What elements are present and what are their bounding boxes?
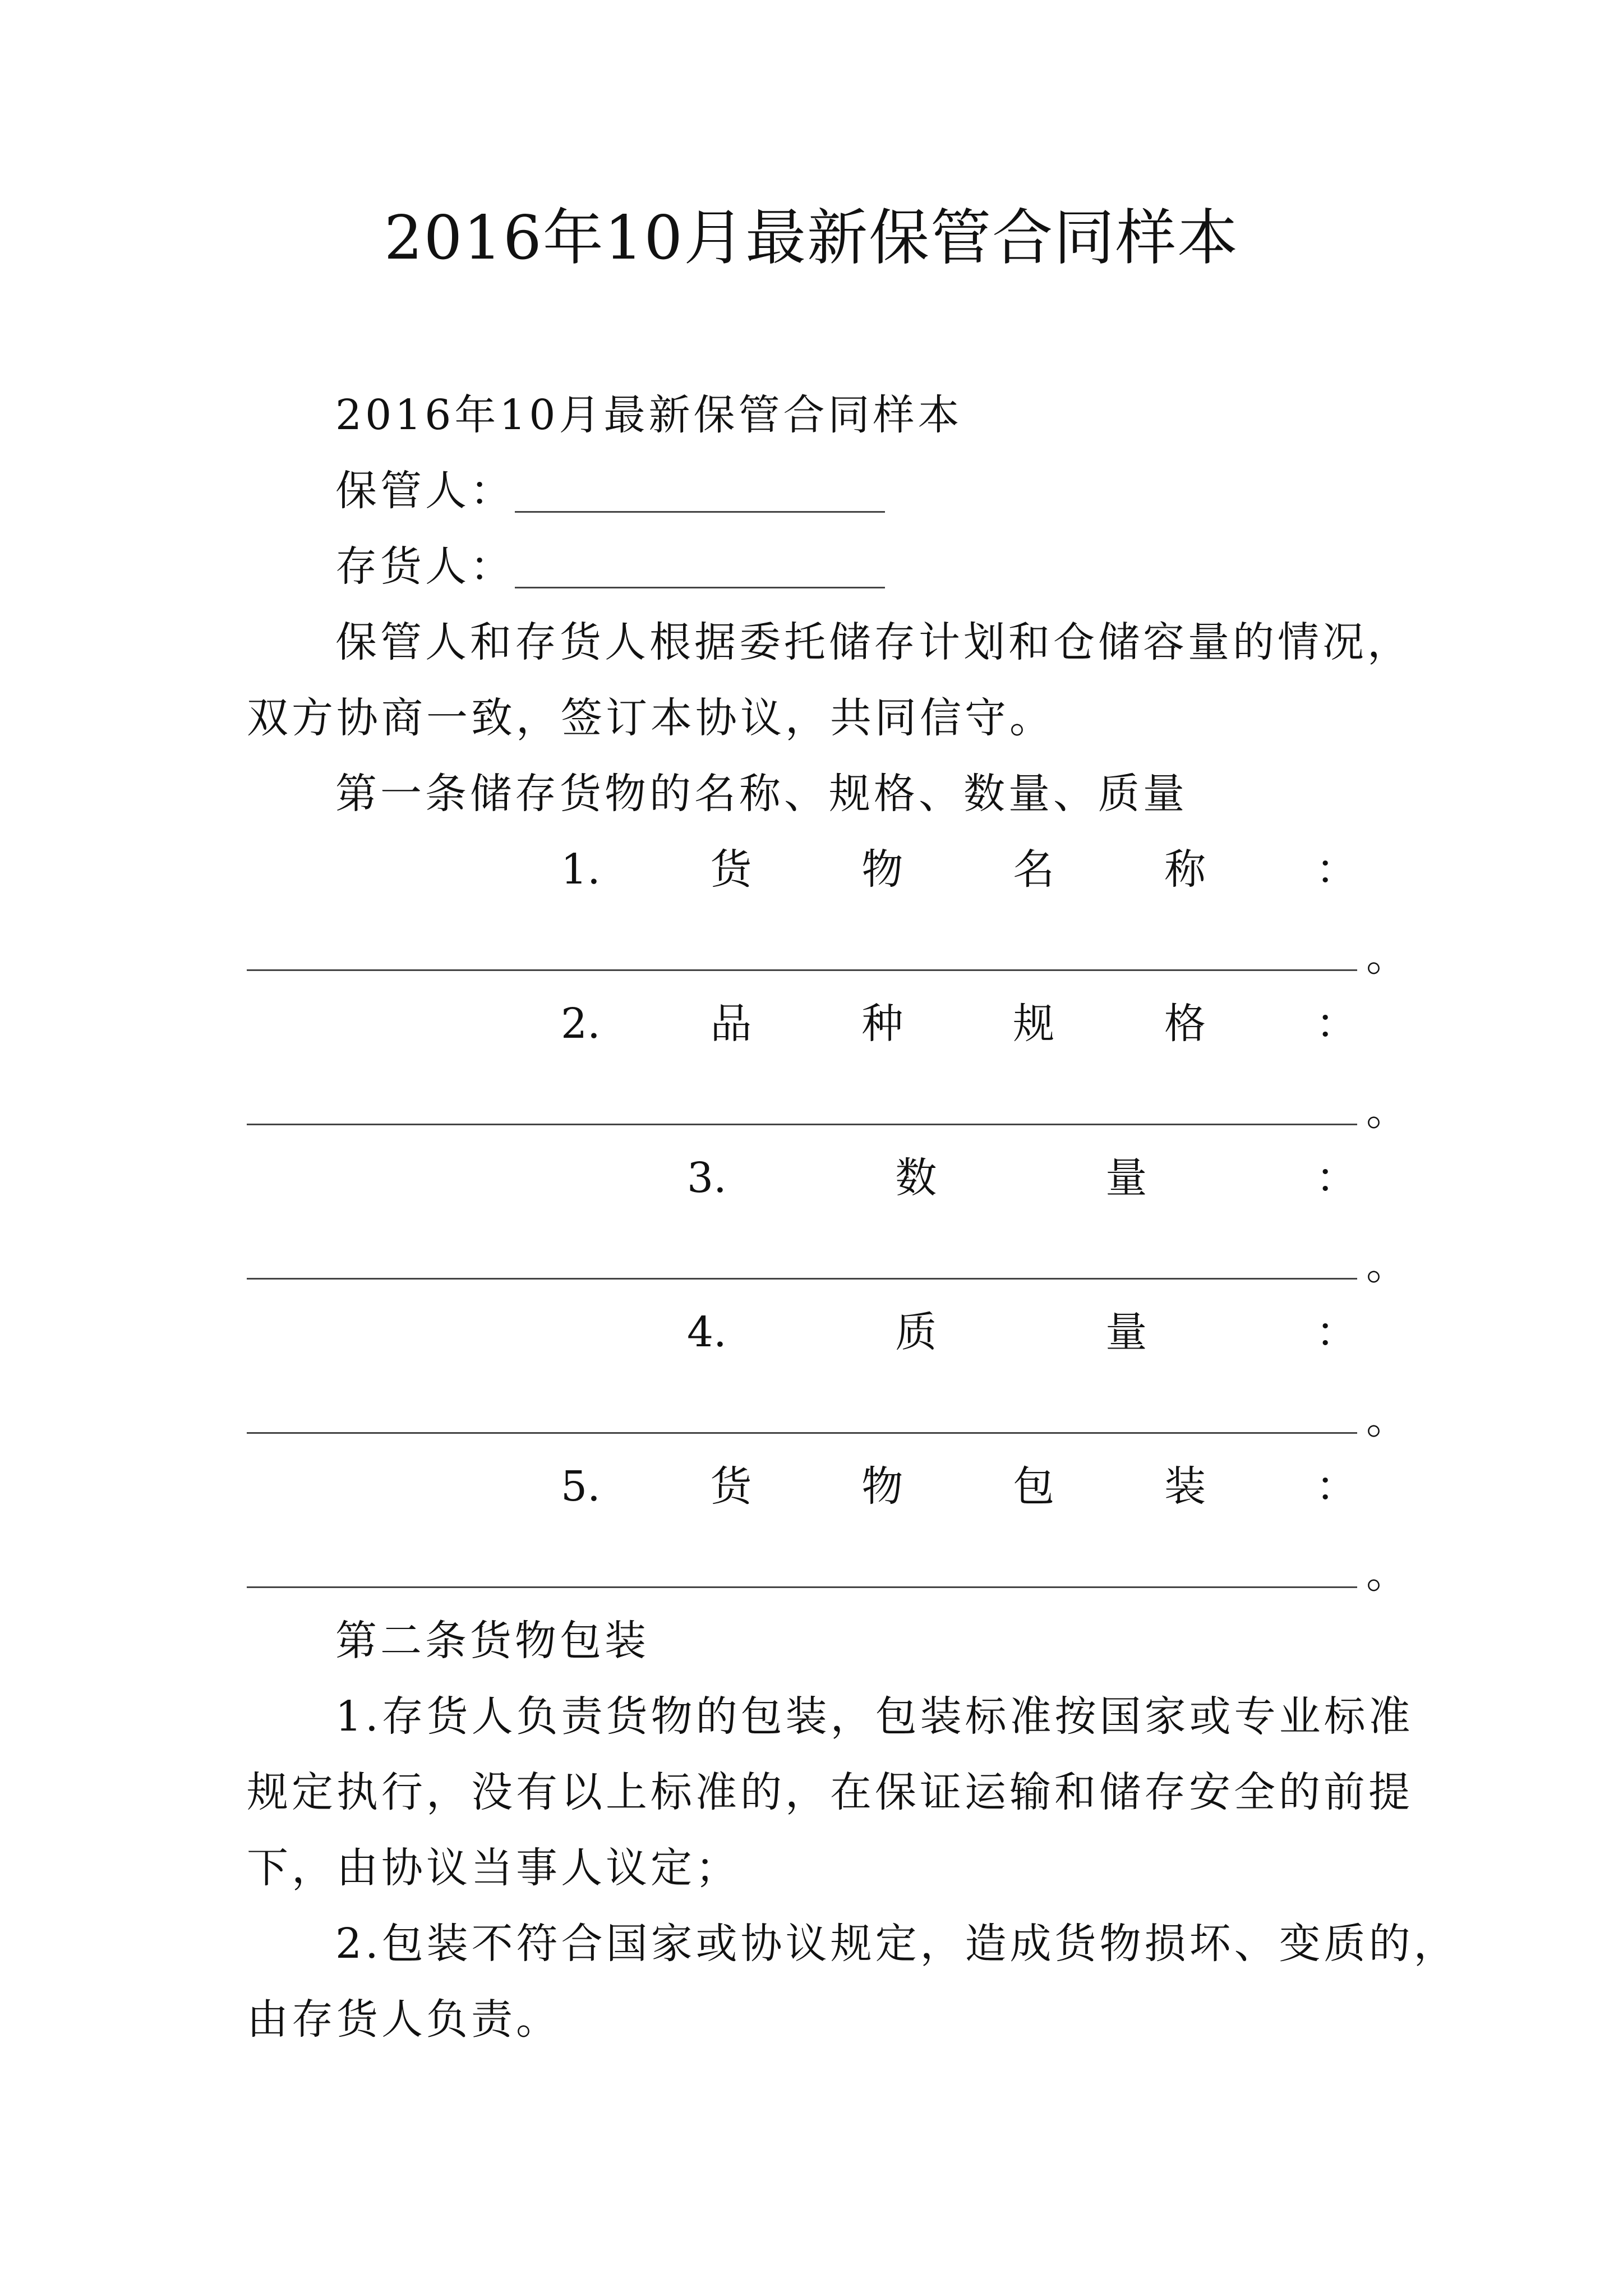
depositor-blank[interactable] (515, 553, 885, 588)
item-5-char: 物 (861, 1462, 903, 1511)
item-1-period: 。 (1366, 932, 1408, 981)
item-3-char: 数 (895, 1154, 937, 1202)
article2-p1-line3: 下，由协议当事人议定； (247, 1844, 740, 1892)
item-1-char: 货 (710, 845, 752, 894)
item-5-number: 5. (561, 1462, 601, 1511)
item-3-period: 。 (1366, 1241, 1408, 1289)
item-2-char: 品 (710, 1000, 752, 1048)
item-3-char: 量 (1105, 1154, 1147, 1202)
article2-p2-line1: 2.包装不符合国家或协议规定，造成货物损坏、变质的， (335, 1920, 1459, 1968)
article2-p2-line2: 由存货人负责。 (247, 1995, 561, 2044)
item-2-char: 种 (861, 1000, 903, 1048)
item-5-colon: ： (1315, 1462, 1357, 1511)
item-4-label (687, 1304, 1357, 1360)
item-4-char: 量 (1105, 1308, 1147, 1356)
item-5-char: 包 (1013, 1462, 1055, 1511)
item-4-char: 质 (895, 1308, 937, 1356)
intro-line-2: 双方协商一致，签订本协议，共同信守。 (247, 694, 1054, 742)
item-5-label (561, 1458, 1357, 1515)
item-1-number: 1. (561, 845, 601, 894)
item-4-blank[interactable] (247, 1432, 1357, 1434)
subtitle: 2016年10月最新保管合同样本 (335, 391, 963, 439)
depositor-label: 存货人： (335, 542, 515, 591)
item-5-char: 装 (1164, 1462, 1206, 1511)
item-1-char: 物 (861, 845, 903, 894)
item-1-colon: ： (1315, 845, 1357, 894)
item-1-blank[interactable] (247, 969, 1357, 971)
item-4-period: 。 (1366, 1395, 1408, 1443)
item-1-label (561, 841, 1357, 898)
item-5-period: 。 (1366, 1549, 1408, 1598)
keeper-line (335, 463, 885, 519)
item-2-period: 。 (1366, 1087, 1408, 1135)
article2-heading: 第二条货物包装 (335, 1617, 649, 1665)
article2-p1-line2: 规定执行，没有以上标准的，在保证运输和储存安全的前提 (247, 1768, 1413, 1816)
keeper-blank[interactable] (515, 477, 885, 513)
document-title: 2016年10月最新保管合同样本 (384, 203, 1239, 273)
item-3-colon: ： (1316, 1154, 1357, 1202)
item-2-label (561, 996, 1357, 1052)
item-3-number: 3. (687, 1154, 727, 1202)
item-4-number: 4. (687, 1308, 727, 1356)
depositor-line (335, 539, 885, 595)
item-5-blank[interactable] (247, 1586, 1357, 1588)
item-2-blank[interactable] (247, 1124, 1357, 1125)
item-2-char: 格 (1164, 1000, 1206, 1048)
article1-heading: 第一条储存货物的名称、规格、数量、质量 (335, 770, 1188, 818)
item-1-char: 名 (1013, 845, 1055, 894)
item-1-char: 称 (1164, 845, 1206, 894)
item-3-label (687, 1150, 1357, 1206)
item-2-char: 规 (1013, 1000, 1055, 1048)
article2-p1-line1: 1.存货人负责货物的包装，包装标准按国家或专业标准 (335, 1692, 1414, 1741)
item-5-char: 货 (710, 1462, 752, 1511)
item-2-colon: ： (1315, 1000, 1357, 1048)
keeper-label: 保管人： (335, 467, 515, 515)
item-2-number: 2. (561, 1000, 601, 1048)
item-4-colon: ： (1316, 1308, 1357, 1356)
item-3-blank[interactable] (247, 1278, 1357, 1280)
intro-line-1: 保管人和存货人根据委托储存计划和仓储容量的情况， (335, 618, 1412, 666)
